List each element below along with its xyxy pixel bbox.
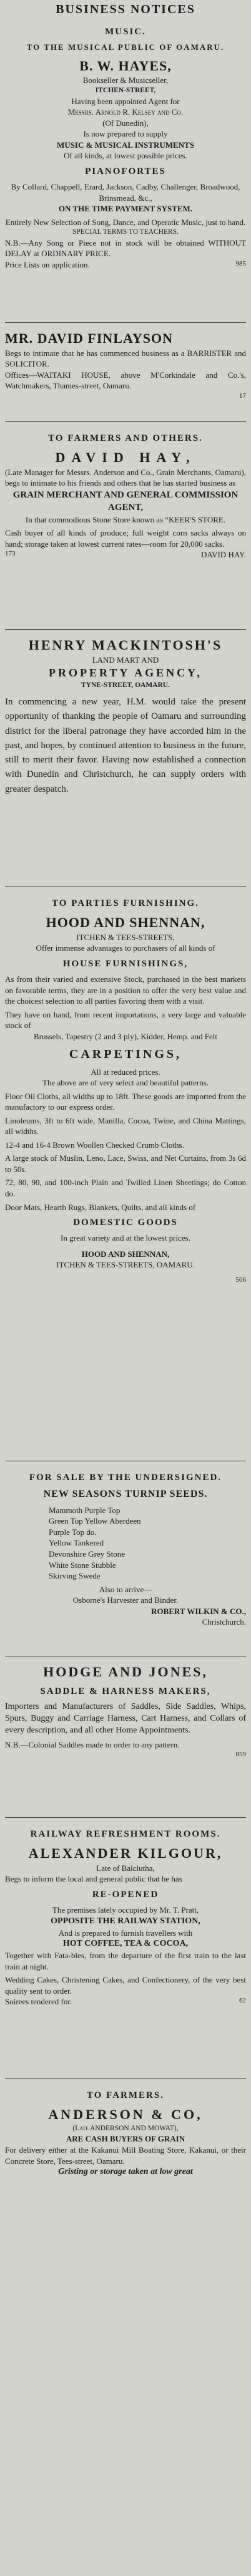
ad-hodge-name: HODGE AND JONES,: [43, 1664, 208, 1680]
ad-hood-linoleums: Linoleums, 3ft to 6ft wide, Manilla, Cocoa, Twine, and China Mattings, all widths.: [5, 1115, 246, 1137]
ad-finlayson-code: 17: [239, 392, 246, 400]
ad-hood-name: HOOD AND SHENNAN,: [46, 915, 205, 931]
separator: [5, 629, 246, 630]
ad-hayes-all-kinds: Of all kinds, at lowest possible prices.: [64, 151, 187, 161]
ad-kilgour-late: Late of Balclutha,: [96, 1863, 155, 1873]
ad-hodge-trade: SADDLE & HARNESS MAKERS,: [40, 1686, 211, 1696]
ad-hay-name: DAVID HAY,: [55, 449, 196, 466]
ad-hayes-street: ITCHEN-STREET,: [95, 87, 156, 95]
ad-kilgour-body4: Together with Fata-bles, from the departure of the first train to the last train at night.: [5, 1951, 246, 1971]
ad-hayes-audience: TO THE MUSICAL PUBLIC OF OAMARU.: [26, 42, 225, 52]
ad-wilkin-item: Purple Top do.: [49, 1527, 97, 1537]
ad-hayes-payment: ON THE TIME PAYMENT SYSTEM.: [58, 204, 193, 214]
ad-anderson-body: For delivery either at the Kakanui Mill Boating Store, Kakanui, or their Concrete Store, Tees-street, Oamaru.: [5, 2145, 246, 2166]
ad-wilkin-item: Mammoth Purple Top: [49, 1505, 121, 1515]
ad-hood-to: TO PARTIES FURNISHING.: [52, 898, 199, 908]
ad-kilgour-code: 62: [239, 1997, 246, 2005]
ad-kilgour-soirees: Soirees tendered for.: [5, 1997, 72, 2007]
ad-hayes-special: SPECIAL TERMS TO TEACHERS.: [72, 228, 179, 236]
ad-hayes-music: [5, 22, 246, 316]
ad-wilkin-item: Skirving Swede: [49, 1571, 101, 1581]
ad-kilgour-hot: HOT COFFEE, TEA & COCOA,: [62, 1939, 189, 1949]
ad-david-hay: [5, 428, 246, 623]
ad-hood-sign-street: ITCHEN & TEES-STREETS, OAMARU.: [56, 1260, 195, 1270]
ad-hood-code: 506: [235, 1276, 246, 1284]
ad-mackintosh-street: TYNE-STREET, OAMARU.: [81, 681, 170, 689]
ad-kilgour-wedding: Wedding Cakes, Christening Cakes, and Confectionery, of the very best quality sent to order.: [5, 1975, 246, 1996]
ad-hood-body2: They have on hand, from recent importations, a very large and valuable stock of: [5, 1009, 246, 1031]
ad-kilgour-body1: Begs to inform the local and general public that he has: [5, 1874, 182, 1884]
ad-hayes-musical: MUSIC & MUSICAL INSTRUMENTS: [57, 140, 194, 150]
ad-hood-browns: 12-4 and 16-4 Brown Woollen Checked Crumb Cloths.: [5, 1140, 184, 1150]
separator: [5, 421, 246, 422]
ad-wilkin-item: White Stone Stubble: [49, 1560, 116, 1570]
ad-hayes-firm: B. W. HAYES,: [79, 57, 172, 74]
ad-hood-domestic: DOMESTIC GOODS: [73, 1218, 178, 1228]
ad-wilkin-new: NEW SEASONS TURNIP SEEDS.: [43, 1489, 208, 1500]
ad-kilgour: [5, 1824, 246, 2072]
ad-hood-sign: HOOD AND SHENNAN,: [81, 1249, 170, 1259]
ad-finlayson-body: Begs to intimate that he has commenced business as a BARRISTER and SOLICITOR.: [5, 348, 246, 369]
ad-hay-late: (Late Manager for Messrs. Anderson and Co., Grain Merchants, Oamaru), begs to intimate to his friends and others that he has started business as: [5, 467, 246, 488]
ad-hood-carpetings: CARPETINGS,: [69, 1047, 182, 1061]
ad-hood-floor: Floor Oil Cloths, all widths up to 18ft. These goods are imported from the manufactory to our express order.: [5, 1091, 246, 1112]
ad-hood-body1: As from their varied and extensive Stock, purchased in the best markets on favorable terms, they are in a position to offer the very best value and the choicest selection to all parties favoring them with a visit.: [5, 974, 246, 1006]
ad-hay-premises: In that commodious Stone Store known as “KEER'S STORE.: [25, 514, 226, 524]
ad-finlayson-offices: Offices—WAITAKI HOUSE, above M'Corkindale and Co.'s, Watchmakers, Thames-street, Oamaru.: [5, 370, 246, 391]
ad-hayes-agent-1: Having been appointed Agent for: [71, 96, 180, 106]
ad-kilgour-body3: And is prepared to furnish travellers with: [58, 1928, 193, 1938]
ad-hayes-agent-2: Messrs. Arnold R. Kelsey and Co.: [67, 107, 184, 117]
section-heading: BUSINESS NOTICES: [56, 2, 195, 16]
ad-kilgour-reopened: RE-OPENED: [92, 1890, 159, 1900]
ad-kilgour-name: ALEXANDER KILGOUR,: [28, 1845, 223, 1862]
ad-hodge-jones: [5, 1663, 246, 1811]
ad-hodge-code: 859: [235, 1751, 246, 1759]
ad-hay-to: TO FARMERS AND OTHERS.: [48, 433, 203, 443]
ad-hood-street: ITCHEN & TEES-STREETS,: [76, 932, 175, 942]
ad-mackintosh-property: PROPERTY AGENCY,: [48, 666, 203, 680]
ad-hood-great: In great variety and at the lowest prices.: [61, 1233, 190, 1243]
ad-mackintosh-name: HENRY MACKINTOSH'S: [28, 637, 223, 653]
ad-kilgour-body2: The premises lately occupied by Mr. T. Pratt,: [52, 1905, 199, 1915]
ad-wilkin-item: Devonshire Grey Stone: [49, 1549, 126, 1559]
ad-anderson-to: TO FARMERS.: [87, 2090, 164, 2100]
ad-kilgour-opposite: OPPOSITE THE RAILWAY STATION,: [51, 1916, 200, 1926]
ad-wilkin-item: Green Top Yellow Aberdeen: [49, 1516, 141, 1526]
ad-wilkin-place: Christchurch.: [202, 1617, 246, 1627]
ad-hood-house: HOUSE FURNISHINGS,: [62, 959, 189, 969]
ad-hayes-prepared: Is now prepared to supply: [83, 129, 168, 139]
ad-hood-above: The above are of very select and beautiful patterns.: [42, 1078, 209, 1088]
ad-hayes-agent-3: (Of Dunedin),: [102, 118, 149, 128]
ad-hood-reduced: All at reduced prices.: [91, 1067, 160, 1077]
ad-wilkin-item: Yellow Tankered: [49, 1538, 104, 1548]
ad-hodge-nb: N.B.—Colonial Saddles made to order to any pattern.: [5, 1739, 180, 1749]
ad-hayes-code: 985: [235, 259, 246, 267]
ad-wilkin-list: [5, 1505, 246, 1582]
ad-hood-offer: Offer immense advantages to purchasers of all kinds of: [36, 943, 215, 953]
ad-hayes-nb: N.B.—Any Song or Piece not in stock will be obtained WITHOUT DELAY at ORDINARY PRICE.: [5, 238, 246, 259]
ad-anderson-name: ANDERSON & CO,: [48, 2107, 203, 2123]
ad-hay-grain: GRAIN MERCHANT AND GENERAL COMMISSION AGENT,: [12, 490, 239, 513]
ad-hodge-body: Importers and Manufacturers of Saddles, Side Saddles, Whips, Spurs, Buggy and Carriage Harness, Cart Harness, and Collars of every description, and all other Home Appointments.: [5, 1701, 246, 1735]
separator: [5, 1817, 246, 1818]
ad-anderson: [5, 2085, 246, 2188]
ad-anderson-gristing: Gristing or storage taken at low great: [58, 2167, 193, 2177]
ad-kilgour-notice: RAILWAY REFRESHMENT ROOMS.: [30, 1829, 221, 1839]
ad-finlayson-name: MR. DAVID FINLAYSON: [5, 330, 173, 346]
ad-anderson-late: (Late ANDERSON AND MOWAT),: [72, 2124, 179, 2132]
ad-hood-muslin: A large stock of Muslin, Leno, Lace, Swiss, and Net Curtains, from 3s 6d to 50s.: [5, 1153, 246, 1174]
ad-wilkin-osborne: Osborne's Harvester and Binder.: [72, 1595, 179, 1605]
ad-wilkin-sign: ROBERT WILKIN & CO.,: [151, 1606, 246, 1616]
ad-wilkin: [5, 1468, 246, 1650]
ad-hayes-entirely: Entirely New Selection of Song, Dance, and Operatic Music, just to hand.: [5, 217, 246, 227]
ad-hayes-price-lists: Price Lists on application.: [5, 259, 90, 269]
ad-hood-shennan: [5, 893, 246, 1454]
ad-anderson-cash: ARE CASH BUYERS OF GRAIN: [66, 2134, 185, 2144]
ad-mackintosh-body: In commencing a new year, H.M. would take the present opportunity of thanking the people of Oamaru and surrounding district for the liberal patronage they have accorded him in the past, and hopes, by continued attention to business in the future, still to merit their favor. Having now established a connection with Dunedin and Christchurch, he can supply orders with greater despatch.: [5, 697, 246, 794]
ad-hayes-firm-sub: Bookseller & Musicseller,: [82, 75, 169, 85]
ad-finlayson: [5, 329, 246, 415]
ad-hay-cash: Cash buyer of all kinds of produce; full weight corn sacks always on hand; storage taken at lowest current rates—room for 20,000 sacks.: [5, 528, 246, 549]
ad-mackintosh: [5, 636, 246, 880]
ad-hay-sign: DAVID HAY.: [200, 550, 246, 560]
ad-mackintosh-land: LAND MART AND: [92, 655, 159, 665]
ad-wilkin-also: Also to arrive—: [99, 1584, 152, 1594]
ad-hood-brussels: Brussels, Tapestry (2 and 3 ply), Kidder, Hemp. and Felt: [33, 1032, 218, 1042]
ad-hood-doormats: Door Mats, Hearth Rugs, Blankets, Quilts, and all kinds of: [5, 1202, 196, 1212]
separator: [5, 322, 246, 323]
ad-hayes-pianofortes: PIANOFORTES: [85, 166, 166, 176]
ad-hayes-makers: By Collard, Chappell, Erard, Jackson, Cadby, Challenger, Broadwood, Brinsmead, &c.,: [11, 182, 240, 203]
ad-hood-plain: 72, 80, 90, and 100-inch Plain and Twilled Linen Sheetings; do Cotton do.: [5, 1178, 246, 1199]
ad-hay-code: 173: [5, 550, 16, 558]
ad-hayes-title: MUSIC.: [105, 27, 146, 37]
ad-wilkin-for-sale: FOR SALE BY THE UNDERSIGNED.: [29, 1473, 222, 1483]
